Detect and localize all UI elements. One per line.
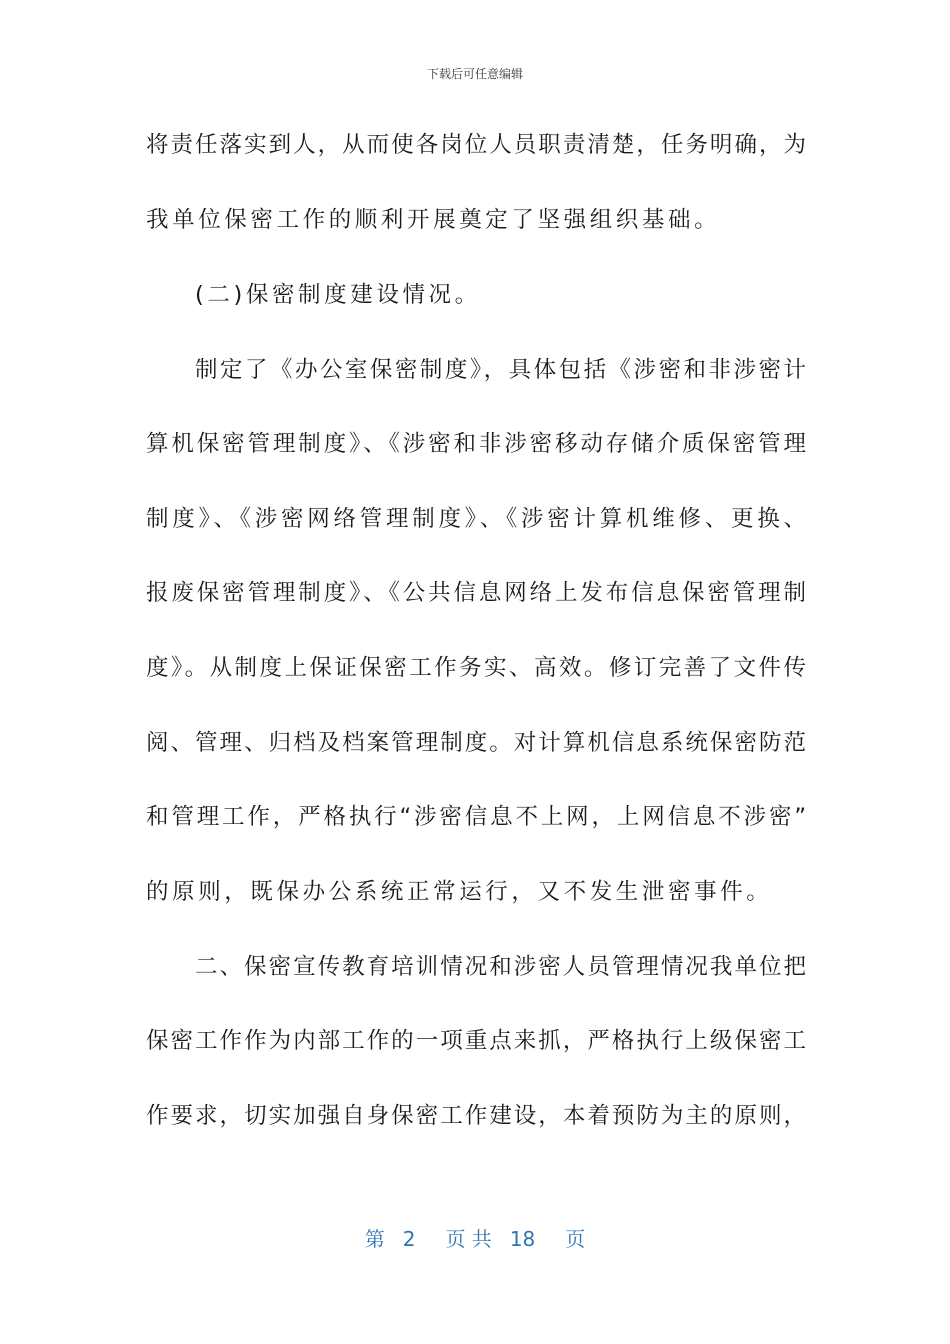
footer-middle: 页 共: [445, 1227, 492, 1251]
text-line: 我单位保密工作的顺利开展奠定了坚强组织基础。: [146, 207, 721, 233]
text-line: 将责任落实到人，从而使各岗位人员职责清楚，任务明确，为: [146, 132, 806, 158]
footer-suffix: 页: [565, 1227, 586, 1251]
section-heading: (二)保密制度建设情况。: [195, 282, 481, 308]
text-line: 报废保密管理制度》、《公共信息网络上发布信息保密管理制: [146, 580, 806, 606]
text-line: 的原则，既保办公系统正常运行，又不发生泄密事件。: [146, 879, 773, 905]
page-footer: [0, 1226, 950, 1252]
text-line: 算机保密管理制度》、《涉密和非涉密移动存储介质保密管理: [146, 431, 806, 457]
text-line: 制度》、《涉密网络管理制度》、《涉密计算机维修、更换、: [146, 506, 806, 532]
text-line: 度》。从制度上保证保密工作务实、高效。修订完善了文件传: [146, 655, 806, 681]
text-line: 制定了《办公室保密制度》，具体包括《涉密和非涉密计: [195, 357, 806, 383]
text-line: 二、保密宣传教育培训情况和涉密人员管理情况我单位把: [195, 954, 806, 980]
page-header: 下载后可任意编辑: [426, 67, 523, 81]
total-page-count: 18: [509, 1227, 536, 1251]
text-line: 作要求，切实加强自身保密工作建设，本着预防为主的原则，: [146, 1103, 806, 1129]
current-page-number: 2: [402, 1227, 416, 1251]
text-line: 保密工作作为内部工作的一项重点来抓，严格执行上级保密工: [146, 1028, 806, 1054]
text-line: 和管理工作，严格执行“涉密信息不上网，上网信息不涉密”: [146, 804, 806, 830]
footer-prefix: 第: [364, 1227, 385, 1251]
text-line: 阅、管理、归档及档案管理制度。对计算机信息系统保密防范: [146, 730, 806, 756]
